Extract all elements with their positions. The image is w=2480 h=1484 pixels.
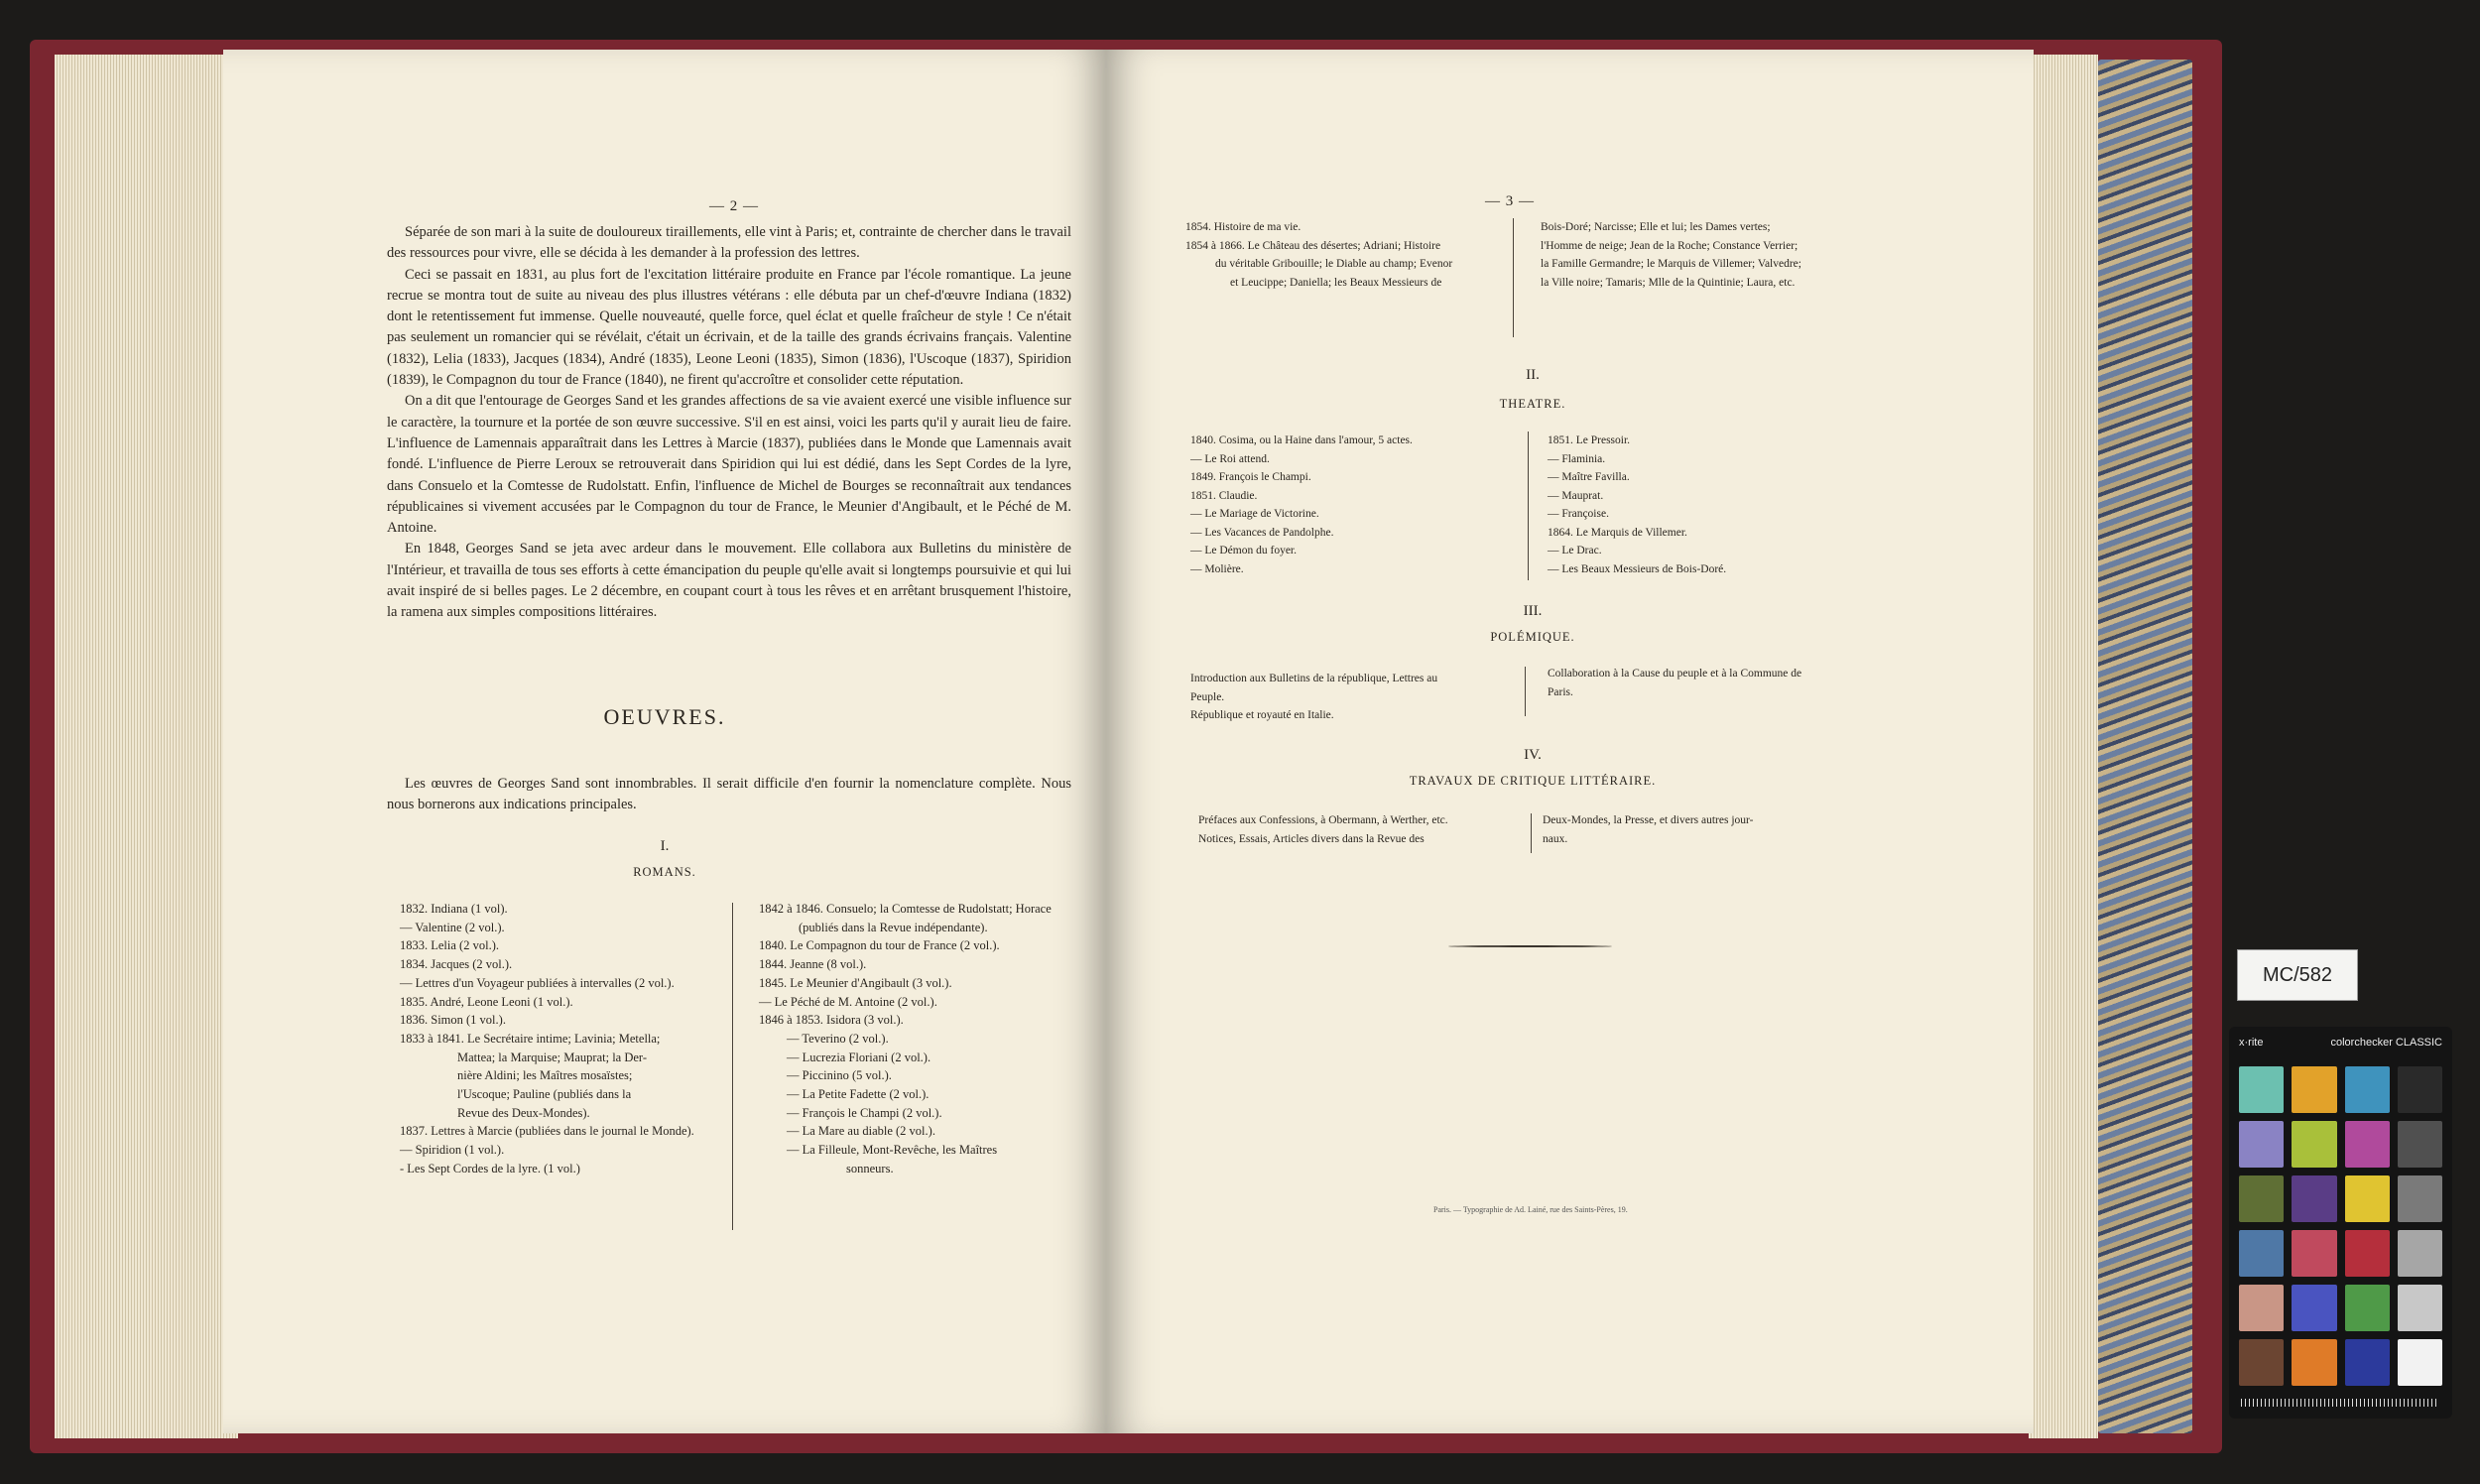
list-item: et Leucippe; Daniella; les Beaux Messieurs de [1230,276,1442,289]
list-item: 1854. Histoire de ma vie. [1185,221,1302,233]
color-swatch [2239,1339,2284,1386]
color-checker-header [2239,1037,2442,1054]
color-swatch [2292,1066,2336,1113]
color-swatch [2345,1285,2390,1331]
list-item: 1840. Cosima, ou la Haine dans l'amour, 5 actes. [1190,434,1413,446]
list-item: 1851. Claudie. [1190,489,1258,502]
list-item: Peuple. [1190,690,1225,703]
list-item: Paris. [1548,685,1573,698]
list-item: Deux-Mondes, la Presse, et divers autres jour- [1543,814,1754,826]
list-item: — La Petite Fadette (2 vol.). [787,1087,930,1102]
list-item: Mattea; la Marquise; Mauprat; la Der- [457,1050,647,1064]
list-item: — Le Mariage de Victorine. [1190,508,1319,520]
polemique-right [1548,665,1875,701]
color-swatch [2398,1175,2442,1222]
romans-cont-right [1541,218,1868,292]
paragraph: On a dit que l'entourage de Georges Sand et les grandes affections de sa vie avaient exercé une visible influence sur le caractère, la tournure et la portée de son œuvre successive. S'il en est ainsi, voici les parts qu'il y aurait lieu de faire. L'influence de Lamennais apparaîtrait dans les Lettres à Marcie (1837), publiées dans le Monde que Lamennais avait fondé. L'influence de Pierre Leroux se retrouverait dans Spiridion qui lui est dédié, dans les Sept Cordes de la lyre, dans Consuelo et la Comtesse de Rudolstatt. Enfin, l'influence de Michel de Bourges se reconnaîtrait aux tendances républicaines si vivement accusées par le Compagnon du tour de France, le Meunier d'Angibault, et le Péché de M. Antoine. [387,393,1071,537]
list-item: nière Aldini; les Maîtres mosaïstes; [457,1068,633,1083]
list-item: 1854 à 1866. Le Château des désertes; Adriani; Histoire [1185,239,1441,252]
color-swatch [2345,1066,2390,1113]
list-item: — La Mare au diable (2 vol.). [787,1124,935,1139]
color-swatch [2398,1339,2442,1386]
color-swatch [2292,1230,2336,1277]
color-swatch [2292,1121,2336,1168]
right-page [1106,50,2034,1433]
list-item: 1851. Le Pressoir. [1548,434,1631,446]
list-item: — Le Drac. [1548,545,1602,556]
oeuvres-intro [387,774,1071,816]
list-item: l'Uscoque; Pauline (publiés dans la [457,1087,632,1102]
printer-imprint: Paris. — Typographie de Ad. Lainé, rue des Saints-Pères, 19. [1433,1205,1628,1214]
list-item: 1840. Le Compagnon du tour de France (2 vol.). [759,938,1000,953]
color-swatch [2345,1230,2390,1277]
swatch-grid [2239,1066,2442,1386]
polemique-left [1190,670,1488,725]
marbled-edge [2098,60,2192,1433]
list-item: la Ville noire; Tamaris; Mlle de la Quintinie; Laura, etc. [1541,276,1796,289]
list-item: Préfaces aux Confessions, à Obermann, à Werther, etc. [1198,814,1448,826]
list-item: — Mauprat. [1548,489,1604,502]
section-numeral: II. [1526,367,1540,383]
column-divider [1525,667,1526,716]
list-item: — Le Roi attend. [1190,452,1270,465]
list-item: 1833. Lelia (2 vol.). [400,938,499,953]
section-title: ROMANS. [633,865,696,879]
list-item: — Spiridion (1 vol.). [400,1143,505,1158]
paragraph: Ceci se passait en 1831, au plus fort de l'excitation littéraire produite en France par l'école romantique. La jeune recrue se montra tout de suite au niveau des plus illustres vétérans : elle débuta par un chef-d'œuvre Indiana (1832) dont le retentissement fut immense. Quelle nouveauté, quelle force, quel éclat et quelle fraîcheur de style ! Ce n'était pas seulement un romancier qui se révélait, c'était un écrivain, et de la taille des grands écrivains français. Valentine (1832), Lelia (1833), Jacques (1834), André (1835), Leone Leoni (1835), Simon (1836), l'Uscoque (1837), Spiridion (1839), le Compagnon du tour de France (1840), ne firent qu'accroître et consolider cette réputation. [387,266,1071,389]
color-swatch [2292,1285,2336,1331]
color-swatch [2239,1230,2284,1277]
list-item: l'Homme de neige; Jean de la Roche; Constance Verrier; [1541,239,1798,252]
section-numeral: IV. [1524,747,1542,763]
section-numeral: I. [660,838,670,854]
list-item: 1846 à 1853. Isidora (3 vol.). [759,1013,904,1028]
color-swatch [2398,1121,2442,1168]
list-item: — La Filleule, Mont-Revêche, les Maîtres [787,1143,998,1158]
list-item: la Famille Germandre; le Marquis de Villemer; Valvedre; [1541,258,1801,270]
column-divider [1528,432,1529,580]
color-swatch [2345,1175,2390,1222]
list-item: — Piccinino (5 vol.). [787,1068,892,1083]
list-item: République et royauté en Italie. [1190,709,1334,721]
column-divider [1513,218,1514,337]
biography-text [387,222,1071,624]
theatre-list-left [1190,432,1488,578]
page-edges-left [55,55,238,1438]
romans-list-right [759,900,1076,1178]
list-item: sonneurs. [846,1161,894,1175]
critique-left [1198,811,1516,848]
color-swatch [2398,1230,2442,1277]
list-item: 1833 à 1841. Le Secrétaire intime; Lavinia; Metella; [400,1031,661,1046]
list-item: — Les Beaux Messieurs de Bois-Doré. [1548,562,1727,575]
list-item: — Les Vacances de Pandolphe. [1190,526,1334,539]
list-item: — Maître Favilla. [1548,471,1630,483]
list-item: - Les Sept Cordes de la lyre. (1 vol.) [400,1161,580,1175]
color-swatch [2292,1339,2336,1386]
list-item: 1835. André, Leone Leoni (1 vol.). [400,994,573,1009]
list-item: Notices, Essais, Articles divers dans la Revue des [1198,832,1425,845]
list-item: — Le Péché de M. Antoine (2 vol.). [759,994,937,1009]
paragraph: En 1848, Georges Sand se jeta avec ardeur dans le mouvement. Elle collabora aux Bulletins du ministère de l'Intérieur, et travailla de tous ses efforts à cette émancipation du peuple qu'elle avait si longtemps poursuivie et qui lui avait inspiré de si belles pages. Le 2 décembre, en coupant court à tous les rêves et en arrêtant brusquement l'histoire, la ramena aux simples compositions littéraires. [387,541,1071,621]
color-swatch [2398,1066,2442,1113]
list-item: 1832. Indiana (1 vol). [400,902,508,916]
list-item: — François le Champi (2 vol.). [787,1105,942,1120]
column-divider [732,903,733,1230]
scale-ruler [2241,1399,2439,1407]
list-item: 1864. Le Marquis de Villemer. [1548,526,1687,539]
paragraph: Les œuvres de Georges Sand sont innombrables. Il serait difficile d'en fournir la nomenclature complète. Nous nous bornerons aux indications principales. [387,776,1071,813]
list-item: — Teverino (2 vol.). [787,1031,889,1046]
list-item: — Valentine (2 vol.). [400,920,505,934]
paragraph: Séparée de son mari à la suite de douloureux tiraillements, elle vint à Paris; et, contrainte de chercher dans le travail des ressources pour vivre, elle se décida à les demander à la profession des lettres. [387,224,1071,262]
color-swatch [2345,1121,2390,1168]
page-edges-right [2029,55,2098,1438]
model-name: colorchecker CLASSIC [2330,1037,2442,1049]
list-item: — Molière. [1190,562,1244,575]
page-number: — 3 — [1485,193,1535,209]
list-item: — Françoise. [1548,508,1609,520]
list-item: Introduction aux Bulletins de la république, Lettres au [1190,673,1438,684]
romans-cont-left [1185,218,1483,292]
list-item: (publiés dans la Revue indépendante). [799,920,988,934]
list-item: 1849. François le Champi. [1190,471,1311,483]
list-item: du véritable Gribouille; le Diable au champ; Evenor [1215,258,1453,270]
list-item: 1834. Jacques (2 vol.). [400,957,513,972]
romans-list-left [400,900,694,1178]
list-item: 1844. Jeanne (8 vol.). [759,957,867,972]
page-number: — 2 — [709,198,759,214]
list-item: 1837. Lettres à Marcie (publiées dans le journal le Monde). [400,1124,694,1139]
list-item: — Lucrezia Floriani (2 vol.). [787,1050,931,1064]
section-numeral: III. [1523,603,1543,619]
list-item: Collaboration à la Cause du peuple et à la Commune de [1548,668,1802,680]
list-item: Bois-Doré; Narcisse; Elle et lui; les Dames vertes; [1541,221,1771,233]
color-swatch [2345,1339,2390,1386]
list-item: 1836. Simon (1 vol.). [400,1013,506,1028]
color-swatch [2239,1175,2284,1222]
color-swatch [2292,1175,2336,1222]
list-item: naux. [1543,832,1568,845]
section-title: POLÉMIQUE. [1490,630,1575,644]
theatre-list-right [1548,432,1845,578]
color-swatch [2239,1285,2284,1331]
section-title: TRAVAUX DE CRITIQUE LITTÉRAIRE. [1409,774,1657,788]
oeuvres-title: OEUVRES. [603,704,726,729]
color-swatch [2239,1066,2284,1113]
column-divider [1531,813,1532,853]
color-swatch [2398,1285,2442,1331]
brand-logo: x·rite [2239,1037,2264,1049]
color-checker-card [2229,1027,2452,1419]
archive-label: MC/582 [2237,949,2358,1001]
section-title: THEATRE. [1499,397,1566,411]
ornament-rule [1448,945,1612,947]
left-page [223,50,1106,1433]
list-item: — Le Démon du foyer. [1190,545,1297,556]
list-item: 1842 à 1846. Consuelo; la Comtesse de Rudolstatt; Horace [759,902,1052,916]
list-item: Revue des Deux-Mondes). [457,1105,590,1120]
list-item: 1845. Le Meunier d'Angibault (3 vol.). [759,975,952,990]
color-swatch [2239,1121,2284,1168]
list-item: — Lettres d'un Voyageur publiées à intervalles (2 vol.). [400,975,675,990]
list-item: — Flaminia. [1548,452,1606,465]
critique-right [1543,811,1840,848]
